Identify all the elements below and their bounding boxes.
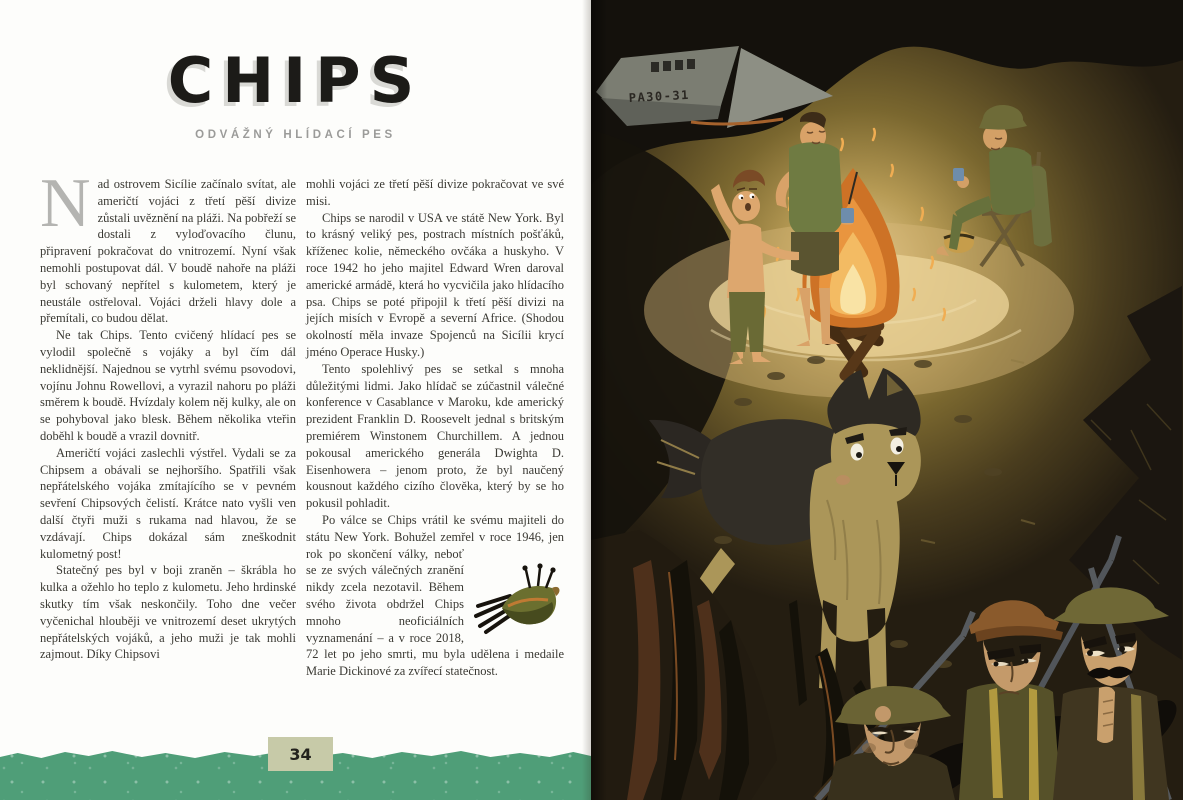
paragraph-text: Po válce se Chips vrátil ke svému majiteli do státu New York. Bohužel zemřel v roce 1946, jen rok po skončení války, neboť se ze svých válečných zranění nikdy zcela nezotavil. Během svého života obdržel Chips mnoho neoficiálních vyznamenání – a v roce 2018, 72 let po jeho smrti, mu byla udělena i medaile Marie Dickinové za zvířecí statečnost. [306, 512, 564, 679]
paragraph: Ne tak Chips. Tento cvičený hlídací pes se vylodil společně s vojáky a byl čím dál neklidnější. Najednou se vytrhl svému psovodovi, vojínu Johnu Rowellovi, a vyrazil nahoru po pláži směrem k boudě. Hvízdaly kolem něj kulky, ale on se pohyboval jako blesk. Během několika vteřin doběhl k boudě a vrazil dovnitř. [40, 328, 296, 443]
stamen-tip [522, 565, 527, 570]
hand [875, 706, 891, 722]
bird-sprig-illustration [472, 562, 564, 638]
dog-pupil [896, 446, 902, 452]
gutter-shadow [591, 0, 607, 800]
paragraph: Statečný pes byl v boji zraněn – škrábla ho kulka a ožehlo ho teplo z kulometu. Jeho hrdinské skutky tím však neskončily. Toho dne večer vyčenichal hlouběji ve vnitrozemí deset ukrytých nepřátelských vojáků, a jeho muži je tak mohli zajmout. Díky Chipsovi [40, 563, 296, 662]
paragraph: Tento spolehlivý pes se setkal s mnoha důležitými lidmi. Jako hlídač se zúčastnil válečné konference v Casablance v Maroku, kde americký prezident Franklin D. Roosevelt jednal s britským premiérem Winstonem Churchillem. A jednou pokousal amerického generála Dwighta D. Eisenhowera – jenom proto, že byl naučený kousnout každého cizího člověka, který by se ho pokusil pohladit. [306, 361, 564, 511]
paragraph: mohli vojáci ze třetí pěší divize pokračovat ve své misi. [306, 177, 564, 208]
boy-pupil [752, 196, 754, 198]
uniform [959, 683, 1061, 800]
boat-marking: PA30-31 [628, 87, 691, 105]
dog-blush [836, 475, 850, 485]
pupil [1024, 659, 1029, 664]
blue-mug-2 [953, 168, 964, 181]
pupil [1087, 650, 1093, 656]
text-column-2 [306, 176, 564, 680]
boy-pupil [741, 197, 743, 199]
text-column-1 [40, 165, 296, 663]
paragraph: Chips se narodil v USA ve státě New York. Byl to krásný veliký pes, postrach místních pošťáků, kříženec kolie, německého ovčáka a huskyho. V roce 1942 ho jeho majitel Edward Wren daroval americké armádě, která ho vycvičila jako hlídacího psa. Chips se poté připojil k třetí pěší divizi na jejích misích v Evropě a severní Africe. (Shodou okolností měla invaze Spojenců na Sicílii krycí jméno Operace Husky.) [306, 210, 564, 359]
stamen-tip [537, 563, 542, 568]
cheek-smudge [862, 743, 876, 753]
page-title: CHIPS [167, 44, 424, 117]
boy-mouth [745, 203, 751, 211]
paragraph [40, 165, 296, 327]
cheek-smudge [904, 739, 918, 749]
page-subtitle: ODVÁŽNÝ HLÍDACÍ PES [195, 129, 396, 141]
blue-mug [841, 208, 854, 223]
pupil [1119, 646, 1125, 652]
dog-eye [851, 444, 864, 461]
dog-eye [891, 438, 904, 455]
paragraph-text: ad ostrovem Sicílie začínalo svítat, ale američtí vojáci z třetí pěší divize zůstali uvěznění na pláži. Na pobřeží se dostali z vyloďovacího člunu, připravení pokračovat do vnitrozemí. Nyní však nemohli postupovat dál. V boudě nahoře na pláži byl schovaný nepřítel s kulometem, který je neustále ostřeloval. Vojáci drželi hlavy dole a přemítali, co budou dělat. [40, 177, 296, 326]
drop-cap: N [40, 165, 91, 242]
page-number: 34 [268, 737, 333, 771]
paragraph: Američtí vojáci zaslechli výstřel. Vydali se za Chipsem a obávali se nejhoršího. Spatřili však nepřátelského vojáka zmítajícího se v pevném sevření Chipsových čelistí. Krátce nato vyšli ven další čtyři muži s rukama nad hlavou, že se vzdávají. Chips dokázal sám zneškodnit kulometný post! [40, 445, 296, 561]
left-page [0, 0, 591, 800]
paragraph [306, 512, 564, 680]
bird-stamens [526, 568, 552, 588]
dog-pupil [856, 452, 862, 458]
pupil [994, 662, 999, 667]
right-page-illustration [591, 0, 1183, 800]
stamen-tip [550, 567, 555, 572]
campfire-scene [591, 0, 1183, 800]
soldier-shirt [789, 142, 843, 238]
raised-hand [1097, 687, 1115, 743]
